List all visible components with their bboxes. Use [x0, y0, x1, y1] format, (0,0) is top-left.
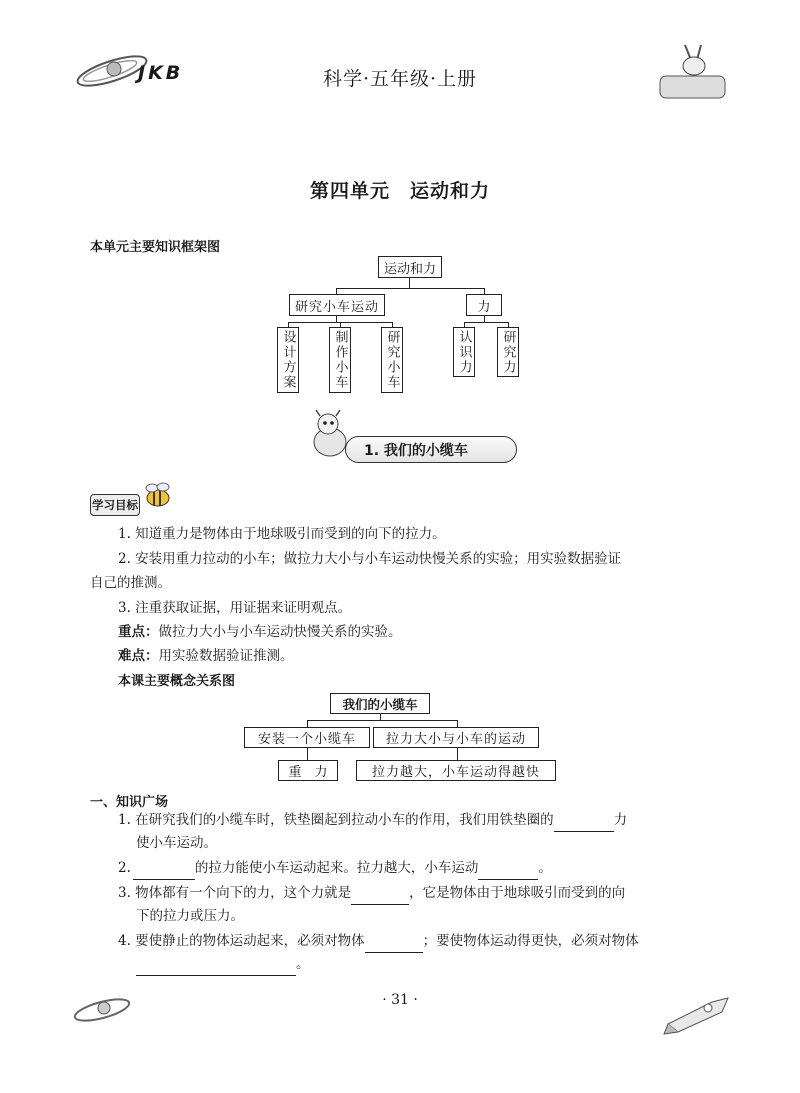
- question-2: [118, 856, 552, 880]
- key-point-text: 做拉力大小与小车运动快慢关系的实验。: [158, 624, 402, 640]
- question-3-text-2: ，它是物体由于地球吸引而受到的向: [409, 885, 626, 901]
- question-4: [118, 929, 639, 953]
- goal-1: 1. 知道重力是物体由于地球吸引而受到的向下的拉力。: [118, 526, 446, 542]
- answer-blank-4b[interactable]: [136, 959, 296, 976]
- answer-blank-1[interactable]: [554, 815, 614, 832]
- question-4-end: 。: [296, 956, 310, 972]
- difficult-point-label: 难点：: [118, 648, 159, 664]
- planet-swirl-footer-icon: [68, 990, 134, 1030]
- answer-blank-2b[interactable]: [478, 863, 538, 880]
- concept-left: 安装一个小缆车: [244, 727, 370, 748]
- framework-leaf-know-force: 认识力: [453, 327, 475, 377]
- question-1: [118, 808, 627, 832]
- answer-blank-4a[interactable]: [365, 936, 423, 953]
- page-header-title: 科学·五年级·上册: [322, 68, 478, 90]
- framework-leaf-make-car: 制作小车: [329, 327, 351, 393]
- framework-branch-force: 力: [466, 294, 502, 316]
- framework-root: 运动和力: [378, 256, 442, 278]
- framework-branch-research-car: 研究小车运动: [289, 294, 385, 316]
- key-point-label: 重点：: [118, 624, 159, 640]
- key-point: [118, 620, 402, 644]
- difficult-point: [118, 644, 294, 668]
- brand-mark: JKB: [138, 62, 184, 84]
- question-3-text: 3. 物体都有一个向下的力，这个力就是: [118, 885, 352, 901]
- question-1-cont: 使小车运动。: [136, 835, 217, 851]
- question-3: [118, 881, 625, 905]
- concept-right: 拉力大小与小车的运动: [373, 727, 539, 748]
- section-knowledge-heading: 一、知识广场: [90, 795, 169, 810]
- goal-3: 3. 注重获取证据，用证据来证明观点。: [118, 600, 352, 616]
- question-4-text: 4. 要使静止的物体运动起来，必须对物体: [118, 933, 365, 949]
- question-1-suffix: 力: [613, 812, 628, 828]
- answer-blank-3[interactable]: [351, 888, 409, 905]
- bee-icon: [140, 480, 176, 510]
- goal-2-cont: 自己的推测。: [90, 575, 171, 591]
- question-2-end: 。: [538, 860, 552, 876]
- concept-heading: 本课主要概念关系图: [118, 674, 236, 689]
- framework-leaf-design-plan: 设计方案: [277, 327, 299, 393]
- unit-title: 第四单元 运动和力: [309, 180, 490, 202]
- framework-leaf-research-car: 研究小车: [381, 327, 403, 393]
- difficult-point-text: 用实验数据验证推测。: [158, 648, 294, 664]
- rocket-footer-icon: [662, 988, 734, 1036]
- question-3-cont: 下的拉力或压力。: [136, 908, 244, 924]
- question-2-number: 2.: [118, 860, 131, 876]
- concept-root: 我们的小缆车: [330, 693, 430, 714]
- question-4-cont: [136, 952, 310, 976]
- concept-left-child: 重 力: [278, 760, 338, 781]
- lesson-title: 1. 我们的小缆车: [345, 436, 517, 463]
- happy-elf-logo-icon: [655, 40, 730, 105]
- goal-2: 2. 安装用重力拉动的小车；做拉力大小与小车运动快慢关系的实验；用实验数据验证: [118, 551, 622, 567]
- learning-goals-badge: 学习目标: [90, 494, 140, 516]
- question-1-text: 1. 在研究我们的小缆车时，铁垫圈起到拉动小车的作用，我们用铁垫圈的: [118, 812, 554, 828]
- question-2-text: 的拉力能使小车运动起来。拉力越大，小车运动: [194, 860, 479, 876]
- framework-heading: 本单元主要知识框架图: [90, 240, 221, 255]
- question-4-text-2: ；要使物体运动得更快，必须对物体: [422, 933, 639, 949]
- concept-right-child: 拉力越大，小车运动得越快: [356, 760, 556, 781]
- framework-leaf-research-force: 研究力: [497, 327, 519, 377]
- page-number: · 31 ·: [382, 992, 418, 1008]
- answer-blank-2a[interactable]: [133, 863, 195, 880]
